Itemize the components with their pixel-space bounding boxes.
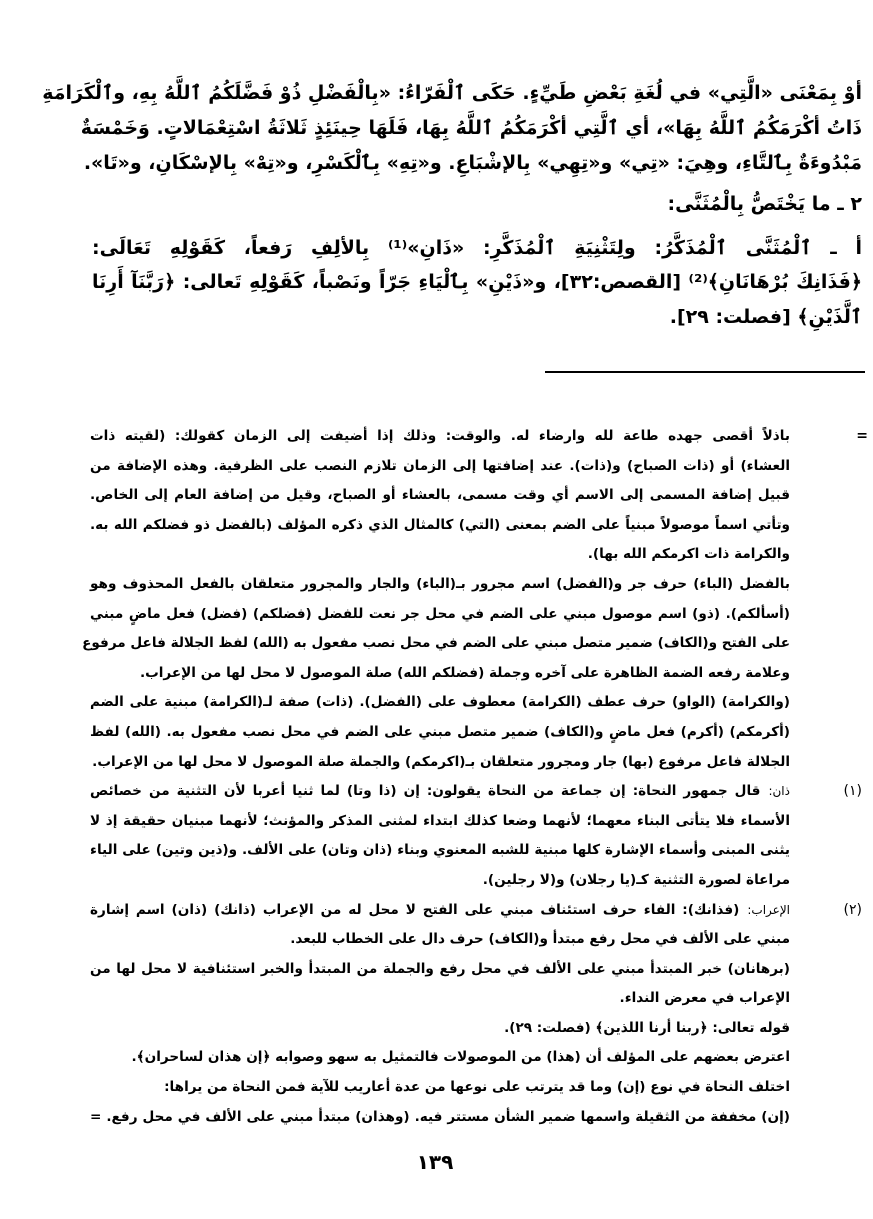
footnote-line: الإعراب في معرض النداء. [619,990,790,1007]
footnote-line: مراعاة لصورة التثنية كـ(يا رجلان) و(لا رجلين). [482,871,790,888]
footnote-line: الأسماء فلا يتأتى البناء معهما؛ لأنهما وضعا كذلك ابتداء لمثنى المذكر والمؤنث؛ لأنهما مبنيان حقيقة إذ لا [90,812,790,829]
footnote-line: (برهانان) خبر المبتدأ مبني على الألف في محل رفع والجملة من المبتدأ والخبر استئنافية لا محل لها من [90,960,790,977]
body-line: ﴿فَذَانِكَ بُرْهَانَانِ﴾⁽²⁾ [القصص:٣٢]، و«ذَيْنِ» بِٱلْيَاءِ جَرّاً ونَصْباً، كَقَوْلِهِ تَعالى: ﴿رَبَّنَآ أَرِنَا [92,271,862,293]
body-line: ٱلَّذَيْنِ﴾ [فصلت: ٢٩]. [669,306,862,328]
body-line: أوْ بِمَعْنَى «الَّتِي» في لُغَةِ بَعْضِ طَيِّءٍ. حَكَى ٱلْفَرّاءُ: «بِالْفَضْلِ ذُوْ فَضَّلَكُمُ ٱللَّهُ بِهِ، وٱلْكَرَامَةِ [42,82,862,104]
footnote-separator [545,371,865,373]
footnote-line: = باذلاً أقصى جهده طاعة لله وارضاء له. والوقت: وذلك إذا أضيفت إلى الزمان كقولك: (لقيته ذات [90,422,790,452]
footnote-line: (أكرمكم) (أكرم) فعل ماضٍ و(الكاف) ضمير متصل مبني على الضم في محل نصب مفعول به. (الله) لفظ [90,723,790,740]
footnote-label: ذان: [768,784,790,799]
footnote-line: على الفتح و(الكاف) ضمير متصل مبني على الضم في محل نصب مفعول به (الله) لفظ الجلالة فاعل مرفوع [82,635,790,652]
body-line: مَبْدُوءَةٌ بِٱلتَّاءِ، وهِيَ: «تِي» و«تِهِي» بِالإشْبَاعِ. و«تِهِ» بِٱلْكَسْرِ، و«تِهْ» بِالإسْكَانِ، و«تَا». [83,152,862,174]
body-line: أ ـ ٱلْمُثَنَّى ٱلْمُذَكَّرُ: ولِتَثْنِيَةِ ٱلْمُذَكَّرِ: «ذَانِ»⁽¹⁾ بِالألِفِ رَفعاً، كَقَوْلِهِ تَعَالَى: [92,237,862,259]
footnote-line: (أسألكم). (ذو) اسم موصول مبني على الضم في محل جر نعت للفضل (فضلكم) (فضل) فعل ماضٍ مبني [90,605,790,622]
footnote-label: الإعراب: [747,902,790,917]
main-text [42,76,862,335]
footnote-line: اختلف النحاة في نوع (إن) وما قد يترتب على نوعها من عدة أعاريب للآية فمن النحاة من يراها: [164,1079,790,1096]
footnote-line: بالفضل (الباء) حرف جر و(الفضل) اسم مجرور بـ(الباء) والجار والمجرور متعلقان بالفعل المحذوف وهو [90,575,790,592]
footnotes [82,422,868,1132]
section-heading: ٢ ـ ما يَخْتَصُّ بِالْمُثَنَّى: [667,193,862,215]
footnote-line: وعلامة رفعه الضمة الظاهرة على آخره وجملة (فضلكم الله) صلة الموصول لا محل لها من الإعراب. [139,664,790,681]
footnote-line: قوله تعالى: ﴿ربنا أرنا اللذين﴾ (فصلت: ٢٩). [504,1019,790,1036]
footnote-line: (إن) مخففة من الثقيلة واسمها ضمير الشأن مستتر فيه. (وهذان) مبتدأ مبني على الألف في محل رفع. = [90,1108,790,1125]
footnote-line: قبيل إضافة المسمى إلى الاسم أي وقت مسمى، بالعشاء أو الصباح، وقيل من إضافة العام إلى الخاص. [90,487,790,504]
page-number: ١٣٩ [416,1150,454,1174]
footnote-number: (١) [843,783,862,800]
body-line: ذَاتُ أكْرَمَكُمُ ٱللَّهُ بِهَا»، أي ٱلَّتِي أكْرَمَكُمُ ٱللَّهُ بِهَا، فَلَهَا حِينَئِذٍ ثَلاثَةُ اسْتِعْمَالاتٍ. وَخَمْسَةٌ [80,117,862,139]
footnote-line: والكرامة ذات اكرمكم الله بها). [587,546,790,563]
footnote-line: مبني على الألف في محل رفع مبتدأ و(الكاف) حرف دال على الخطاب للبعد. [290,931,790,948]
footnote-line: يثنى المبنى وأسماء الإشارة كلها مبنية للشبه المعنوي وبناء (ذان وتان) على الألف. و(ذين وتين) على الياء [90,842,790,859]
footnote-1: (١) ذان:قال جمهور النحاة: إن جماعة من النحاة يقولون: إن (ذا وتا) لما ثنيا أعربا لأن التثنية من خصائص [90,777,790,807]
continuation-marker: = [856,428,868,444]
footnote-line: الجلالة فاعل مرفوع (بها) جار ومجرور متعلقان بـ(اكرمكم) والجملة صلة الموصول لا محل لها من الإعراب. [92,753,790,770]
footnote-line: (والكرامة) (الواو) حرف عطف (الكرامة) معطوف على (الفضل). (ذات) صفة لـ(الكرامة) مبنية على الضم [90,694,790,711]
footnote-number: (٢) [843,901,862,918]
footnote-2: (٢) الإعراب:(فذانك): الفاء حرف استئناف مبني على الفتح لا محل له من الإعراب (ذانك) (ذان) اسم إشارة [90,896,790,926]
footnote-line: العشاء) أو (ذات الصباح) و(ذات). عند إضافتها إلى الزمان تلازم النصب على الظرفية. وهذه الإضافة من [90,457,790,474]
footnote-line: اعترض بعضهم على المؤلف أن (هذا) من الموصولات فالتمثيل به سهو وصوابه ﴿إن هذان لساحران﴾. [131,1049,790,1066]
footnote-line: وتأتي اسماً موصولاً مبنياً على الضم بمعنى (التي) كالمثال الذي ذكره المؤلف (بالفضل ذو فضلكم الله به. [90,516,790,533]
